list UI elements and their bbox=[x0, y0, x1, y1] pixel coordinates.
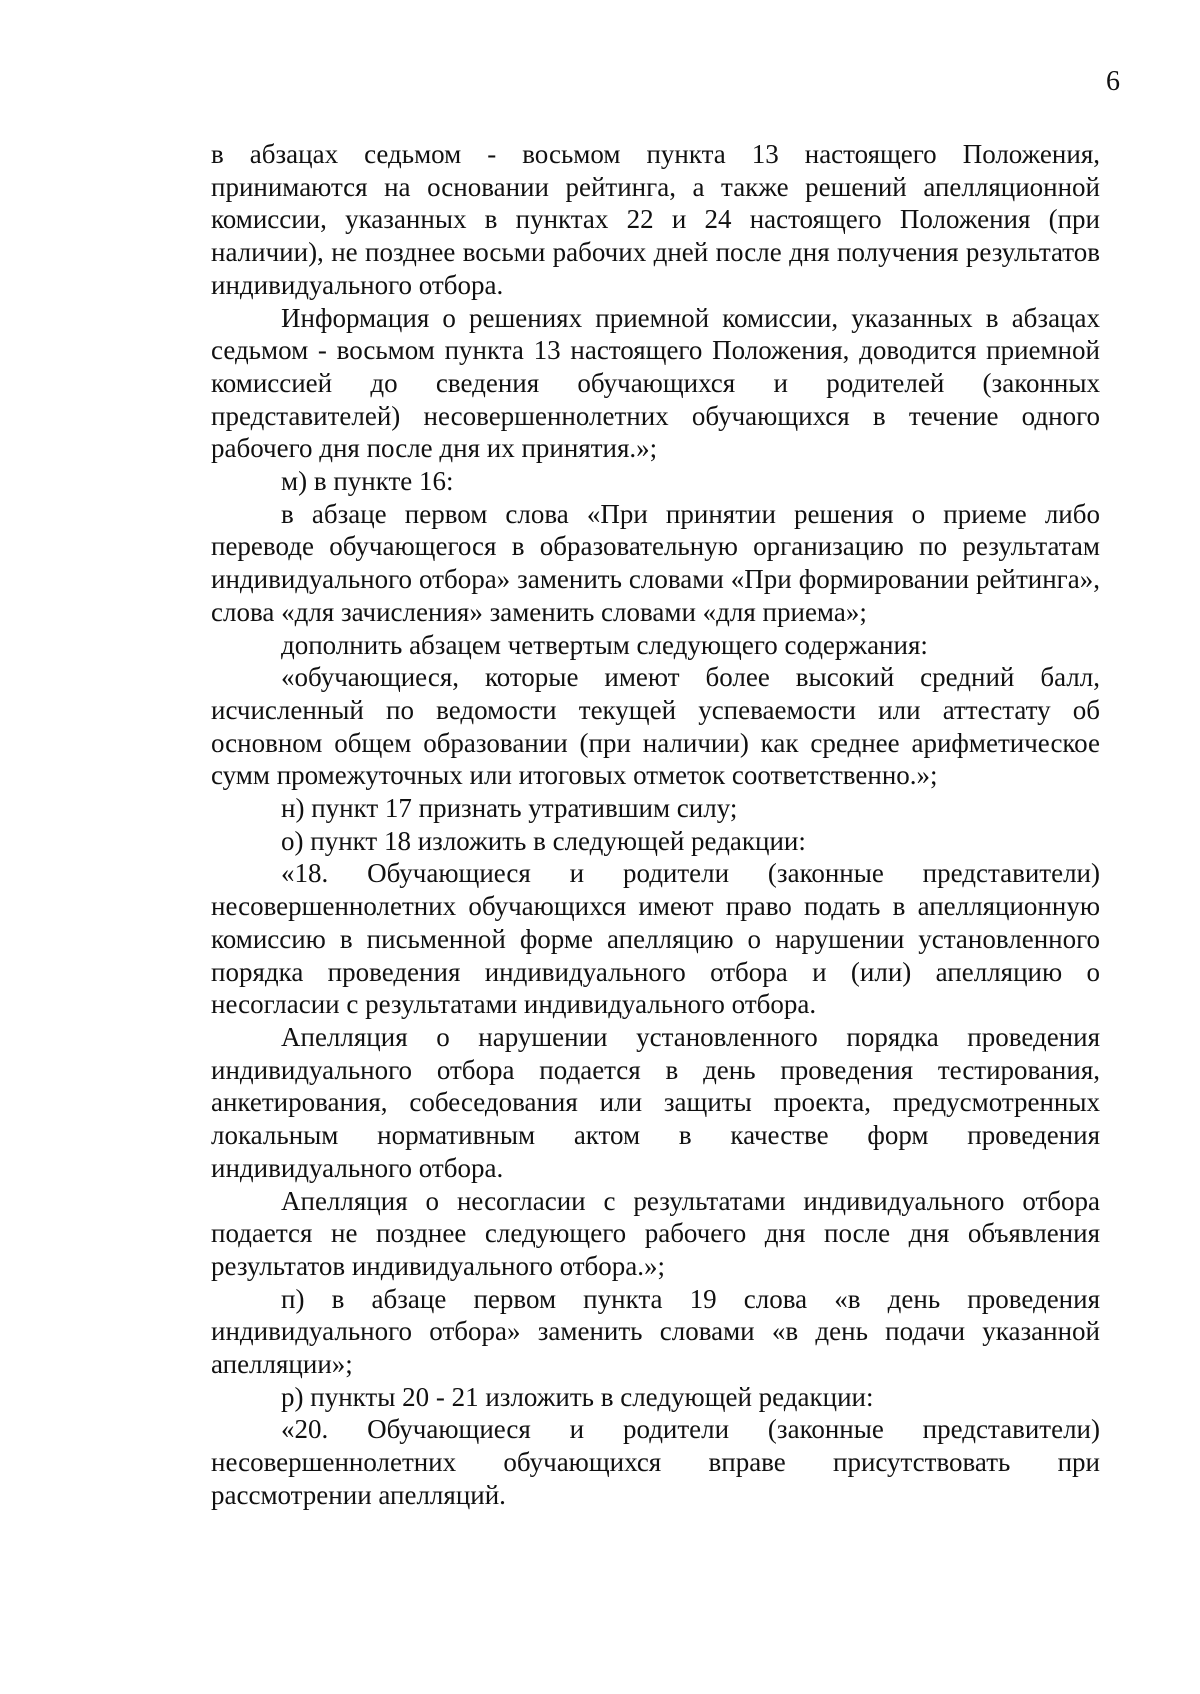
document-body bbox=[211, 138, 1100, 1512]
paragraph: н) пункт 17 признать утратившим силу; bbox=[281, 793, 738, 824]
paragraph: «20. Обучающиеся и родители (законные представители) несовершеннолетних обучающихся вправе присутствовать при рассмотрении апелляций. bbox=[211, 1414, 1100, 1510]
page-number: 6 bbox=[1106, 66, 1120, 97]
paragraph: м) в пункте 16: bbox=[281, 466, 454, 497]
paragraph: п) в абзаце первом пункта 19 слова «в день проведения индивидуального отбора» заменить словами «в день подачи указанной апелляции»; bbox=[211, 1283, 1100, 1380]
paragraph: дополнить абзацем четвертым следующего содержания: bbox=[281, 629, 928, 660]
paragraph: о) пункт 18 изложить в следующей редакции: bbox=[281, 825, 806, 856]
paragraph: в абзацах седьмом - восьмом пункта 13 настоящего Положения, принимаются на основании рейтинга, а также решений апелляционной комиссии, указанных в пунктах 22 и 24 настоящего Положения (при наличии), не позднее восьми рабочих дней после дня получения результатов индивидуального отбора. bbox=[211, 139, 1100, 300]
paragraph: р) пункты 20 - 21 изложить в следующей редакции: bbox=[281, 1381, 874, 1412]
paragraph: Апелляция о нарушении установленного порядка проведения индивидуального отбора подается в день проведения тестирования, анкетирования, собеседования или защиты проекта, предусмотренных локальным нормативным актом в качестве форм проведения индивидуального отбора. bbox=[211, 1021, 1100, 1183]
paragraph: Информация о решениях приемной комиссии, указанных в абзацах седьмом - восьмом пункта 13 настоящего Положения, доводится приемной комиссией до сведения обучающихся и родителей (законных представителей) несовершеннолетних обучающихся в течение одного рабочего дня после дня их принятия.»; bbox=[211, 302, 1100, 464]
paragraph: «18. Обучающиеся и родители (законные представители) несовершеннолетних обучающихся имеют право подать в апелляционную комиссию в письменной форме апелляцию о нарушении установленного порядка проведения индивидуального отбора и (или) апелляцию о несогласии с результатами индивидуального отбора. bbox=[211, 858, 1100, 1020]
paragraph: Апелляция о несогласии с результатами индивидуального отбора подается не позднее следующего рабочего дня после дня объявления результатов индивидуального отбора.»; bbox=[211, 1185, 1100, 1281]
paragraph: «обучающиеся, которые имеют более высокий средний балл, исчисленный по ведомости текущей успеваемости или аттестату об основном общем образовании (при наличии) как среднее арифметическое сумм промежуточных или итоговых отметок соответственно.»; bbox=[211, 662, 1100, 791]
paragraph: в абзаце первом слова «При принятии решения о приеме либо переводе обучающегося в образовательную организацию по результатам индивидуального отбора» заменить словами «При формировании рейтинга», слова «для зачисления» заменить словами «для приема»; bbox=[211, 498, 1100, 627]
